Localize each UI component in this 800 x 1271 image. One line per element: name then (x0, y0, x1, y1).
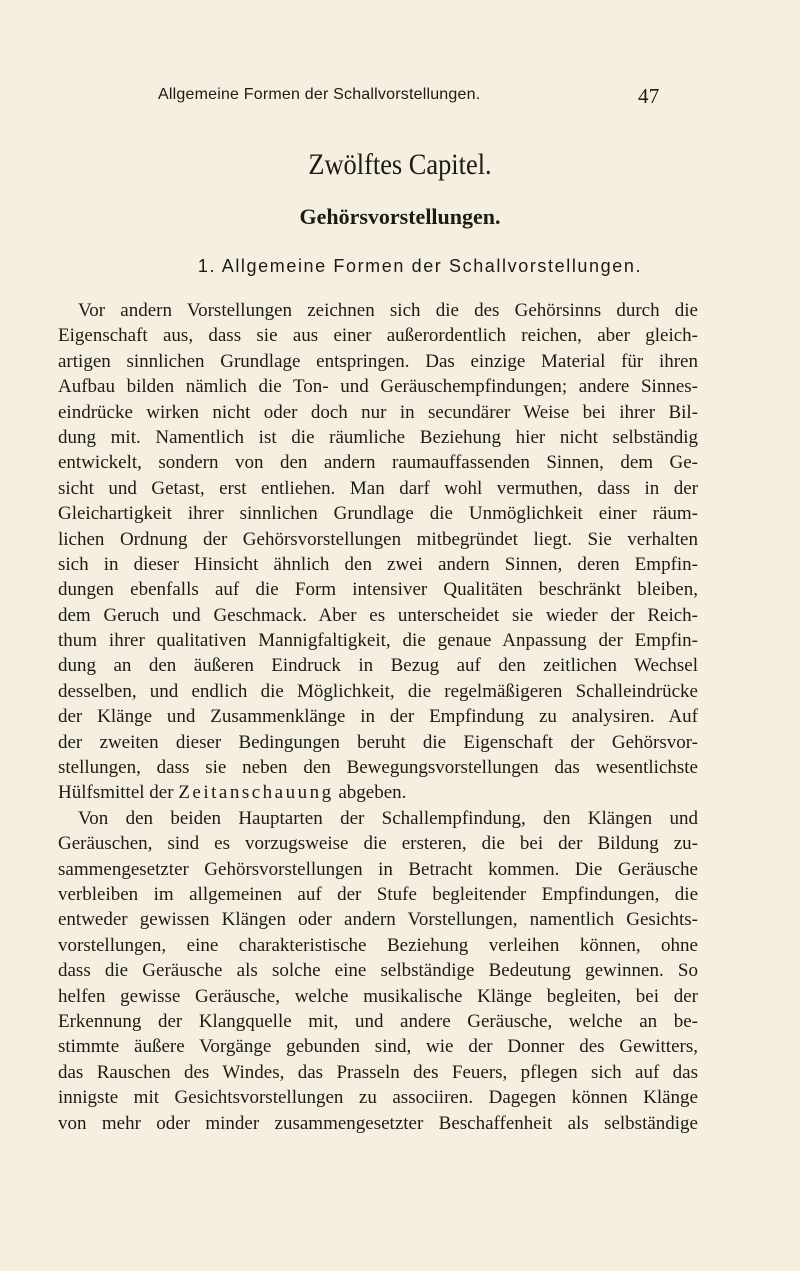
text-line: Von den beiden Hauptarten der Schallempfindung, den Klängen und (78, 807, 698, 829)
text-line: sammengesetzter Gehörsvorstellungen in Betracht kommen. Die Geräusche (58, 858, 698, 880)
text-line: thum ihrer qualitativen Mannigfaltigkeit, die genaue Anpassung der Empfin- (58, 630, 698, 652)
text-line: dung mit. Namentlich ist die räumliche Beziehung hier nicht selbständig (58, 426, 698, 448)
emphasized-term: Zeitanschauung (178, 782, 334, 804)
text-fragment: abgeben. (333, 782, 407, 804)
chapter-title: Zwölftes Capitel. (308, 148, 492, 181)
text-line-last (58, 780, 698, 805)
text-line: helfen gewisse Geräusche, welche musikalische Klänge begleiten, bei der (58, 985, 698, 1007)
text-line: artigen sinnlichen Grundlage entspringen. Das einzige Material für ihren (58, 350, 698, 372)
text-line: der zweiten dieser Bedingungen beruht die Eigenschaft der Gehörsvor- (58, 731, 698, 753)
text-line: entwickelt, sondern von den andern raumauffassenden Sinnen, dem Ge- (58, 452, 698, 474)
text-line: dass die Geräusche als solche eine selbständige Bedeutung gewinnen. So (58, 960, 698, 982)
text-fragment: Hülfsmittel der (58, 782, 179, 804)
text-line: stimmte äußere Vorgänge gebunden sind, wie der Donner des Gewitters, (58, 1036, 698, 1058)
text-line: dungen ebenfalls auf die Form intensiver Qualitäten beschränkt bleiben, (58, 579, 698, 601)
text-line: Aufbau bilden nämlich die Ton- und Geräuschempfindungen; andere Sinnes- (58, 376, 698, 398)
text-line: der Klänge und Zusammenklänge in der Empfindung zu analysiren. Auf (58, 706, 698, 728)
text-line: dem Geruch und Geschmack. Aber es unterscheidet sie wieder der Reich- (58, 604, 698, 626)
text-line: lichen Ordnung der Gehörsvorstellungen mitbegründet liegt. Sie verhalten (58, 528, 698, 550)
text-line: desselben, und endlich die Möglichkeit, die regelmäßigeren Schalleindrücke (58, 680, 698, 702)
running-title: Allgemeine Formen der Schallvorstellungen. (158, 86, 481, 103)
text-line: dung an den äußeren Eindruck in Bezug auf den zeitlichen Wechsel (58, 655, 698, 677)
text-line: Vor andern Vorstellungen zeichnen sich die des Gehörsinns durch die (78, 300, 698, 321)
text-line: vorstellungen, eine charakteristische Beziehung verleihen können, ohne (58, 934, 698, 956)
text-line: von mehr oder minder zusammengesetzter Beschaffenheit als selbständige (58, 1112, 698, 1134)
text-line: das Rauschen des Windes, das Prasseln des Feuers, pflegen sich auf das (58, 1061, 698, 1083)
text-line: Eigenschaft aus, dass sie aus einer außerordentlich reichen, aber gleich- (58, 325, 698, 347)
chapter-subtitle: Gehörsvorstellungen. (299, 204, 501, 229)
text-line: Geräuschen, sind es vorzugsweise die ersteren, die bei der Bildung zu- (58, 833, 698, 855)
page-number: 47 (638, 84, 660, 108)
text-line: Gleichartigkeit ihrer sinnlichen Grundlage die Unmöglichkeit einer räum- (58, 503, 698, 525)
text-line: stellungen, dass sie neben den Bewegungsvorstellungen das wesentlichste (58, 757, 698, 779)
text-line: Erkennung der Klangquelle mit, und andere Geräusche, welche an be- (58, 1010, 698, 1032)
text-line: sich in dieser Hinsicht ähnlich den zwei andern Sinnen, deren Empfin- (58, 553, 698, 575)
paragraph-1 (58, 298, 698, 806)
text-line: eindrücke wirken nicht oder doch nur in secundärer Weise bei ihrer Bil- (58, 401, 698, 423)
section-heading: 1. Allgemeine Formen der Schallvorstellungen. (197, 256, 643, 276)
text-line: sicht und Getast, erst entliehen. Man darf wohl vermuthen, dass in der (58, 477, 698, 499)
body-text (58, 298, 698, 1136)
text-line: innigste mit Gesichtsvorstellungen zu associiren. Dagegen können Klänge (58, 1087, 698, 1109)
text-line: entweder gewissen Klängen oder andern Vorstellungen, namentlich Gesichts- (58, 909, 698, 931)
text-line: verbleiben im allgemeinen auf der Stufe begleitender Empfindungen, die (58, 883, 698, 905)
paragraph-2 (58, 806, 698, 1136)
